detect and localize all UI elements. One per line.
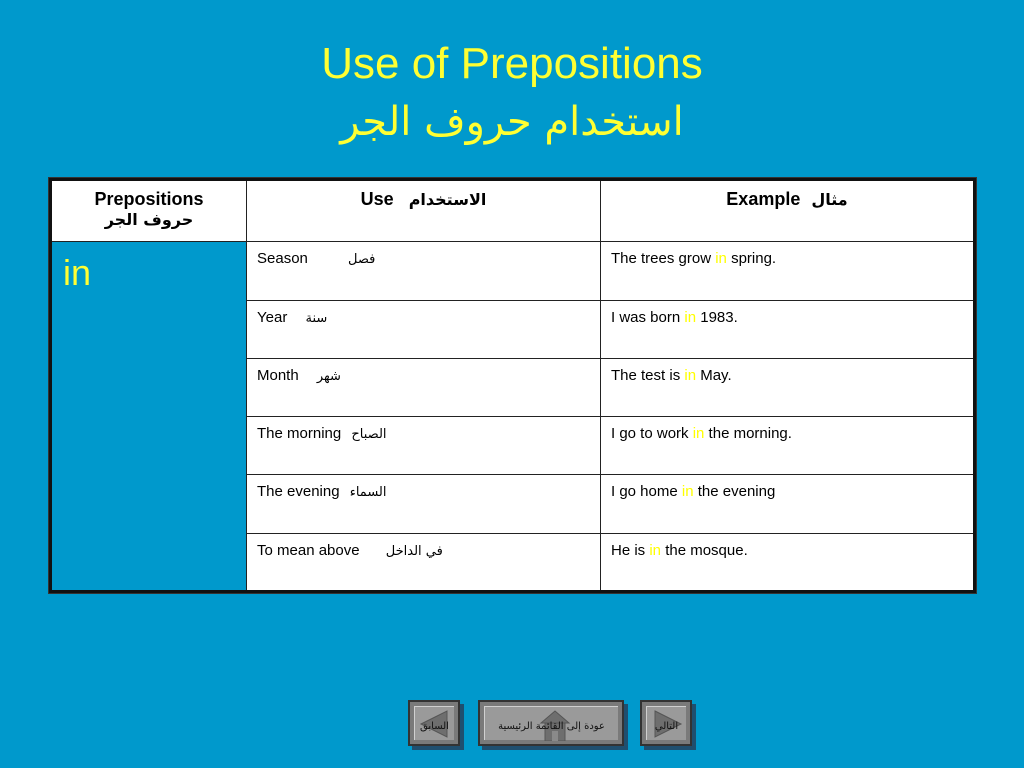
use-text: Year: [257, 308, 288, 326]
use-cell: [247, 242, 601, 300]
example-highlight: in: [684, 308, 697, 326]
example-highlight: in: [649, 541, 662, 559]
example-highlight: in: [684, 366, 697, 384]
slide-subtitle: استخدام حروف الجر: [340, 99, 684, 145]
use-text: The morning: [257, 425, 342, 443]
example-text-after: the mosque.: [661, 541, 748, 559]
use-cell: [247, 417, 601, 475]
table-row: [51, 242, 975, 300]
example-text-before: He is: [611, 541, 650, 559]
example-text-after: 1983.: [696, 308, 738, 326]
previous-button[interactable]: [408, 700, 460, 746]
next-button-label: التالي: [654, 721, 679, 732]
example-cell: [601, 300, 975, 358]
header-example: [601, 180, 975, 242]
example-text-after: the morning.: [704, 425, 792, 443]
header-use-arabic: الاستخدام: [408, 190, 487, 209]
header-prepositions-arabic: حروف الجر: [104, 210, 194, 229]
example-text-after: spring.: [726, 250, 777, 268]
use-text: The evening: [257, 483, 340, 501]
preposition-word: in: [63, 252, 92, 294]
home-button[interactable]: [478, 700, 624, 746]
example-cell: [601, 475, 975, 533]
example-cell: [601, 417, 975, 475]
header-example-arabic: مثال: [811, 190, 848, 209]
home-button-label: عودة إلى القائمة الرئيسية: [498, 721, 605, 732]
use-cell: [247, 475, 601, 533]
use-text: To mean above: [257, 541, 360, 559]
example-cell: [601, 533, 975, 591]
use-arabic: سنة: [305, 310, 328, 326]
header-use: [247, 180, 601, 242]
use-arabic: فصل: [348, 252, 376, 268]
example-highlight: in: [681, 483, 694, 501]
example-highlight: in: [715, 250, 727, 268]
example-cell: [601, 242, 975, 300]
header-example-label: Example: [726, 189, 801, 209]
example-text-after: the evening: [693, 483, 776, 501]
example-text-before: I was born: [611, 308, 685, 326]
header-prepositions: [51, 180, 247, 242]
next-button[interactable]: [640, 700, 692, 746]
use-cell: [247, 300, 601, 358]
use-text: Month: [257, 366, 299, 384]
example-text-before: I go to work: [611, 425, 693, 443]
example-highlight: in: [692, 425, 705, 443]
use-arabic: شهر: [316, 368, 341, 384]
previous-button-label: السابق: [420, 721, 449, 732]
example-text-before: I go home: [611, 483, 682, 501]
example-text-before: The trees grow: [611, 250, 716, 268]
table-header-row: [51, 180, 975, 242]
use-arabic: السماء: [349, 485, 387, 501]
use-arabic: الصباح: [351, 427, 387, 443]
preposition-cell: [51, 242, 247, 592]
header-use-label: Use: [360, 189, 394, 209]
header-prepositions-label: Prepositions: [94, 189, 204, 209]
use-arabic: في الداخل: [385, 543, 443, 559]
example-text-before: The test is: [611, 366, 685, 384]
use-text: Season: [257, 250, 308, 268]
use-cell: [247, 533, 601, 591]
example-cell: [601, 358, 975, 416]
slide-title: Use of Prepositions: [321, 39, 703, 88]
use-cell: [247, 358, 601, 416]
prepositions-table: [49, 178, 976, 593]
example-text-after: May.: [696, 366, 732, 384]
